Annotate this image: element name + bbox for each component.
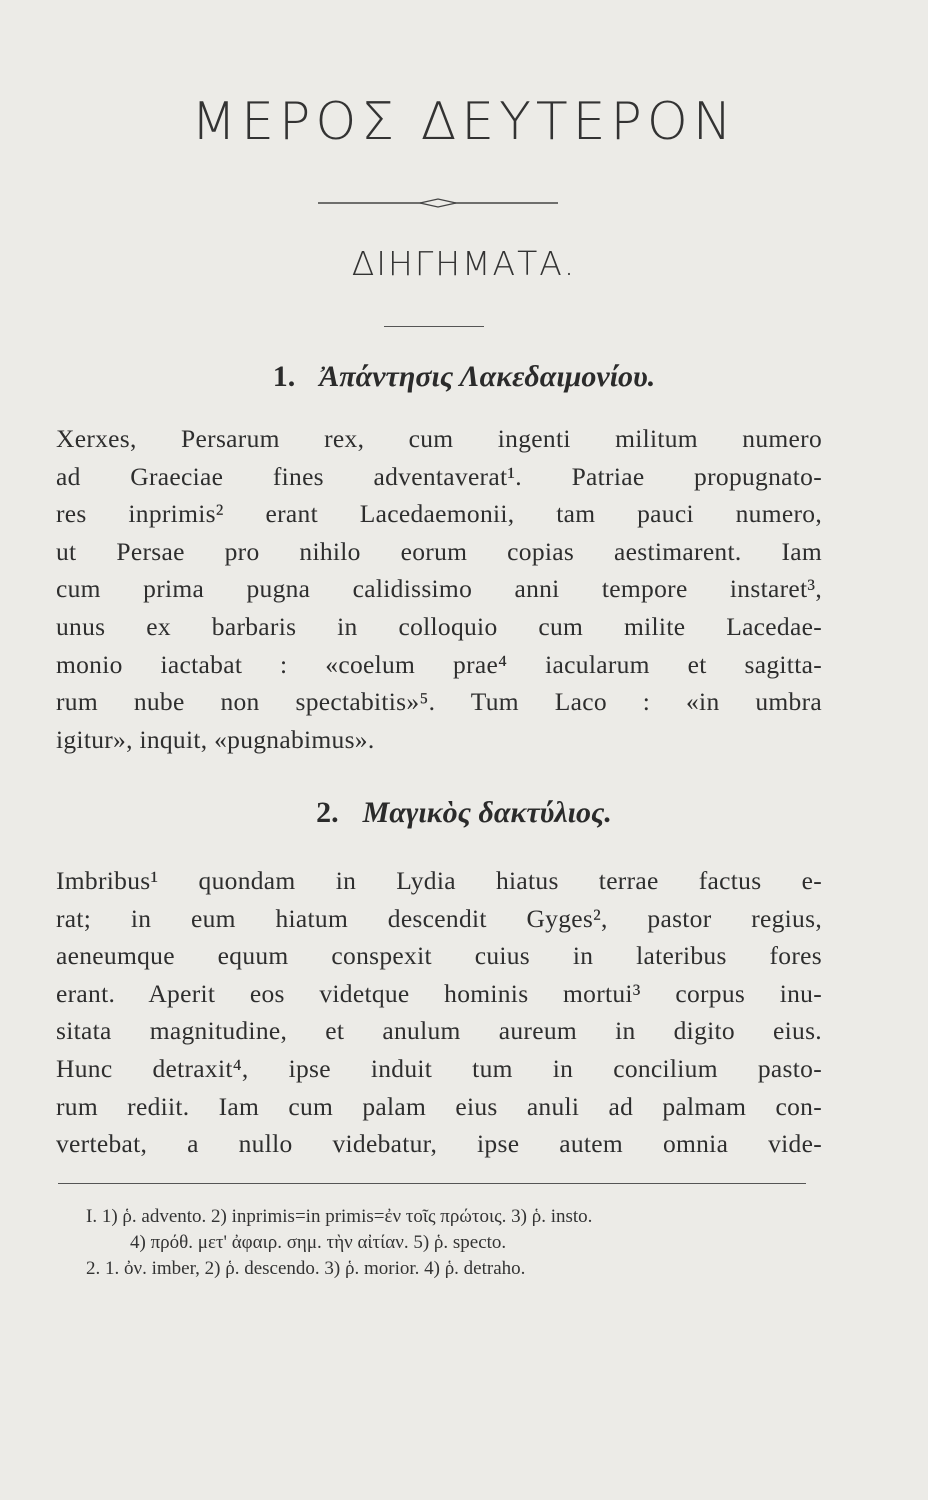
text-line: res inprimis² erant Lacedaemonii, tam pauci numero, <box>56 499 822 529</box>
section-text-2 <box>56 862 822 1163</box>
section-number: 1. <box>272 360 296 393</box>
text-line: rum rediit. Iam cum palam eius anuli ad palmam con- <box>56 1091 822 1121</box>
footnote-line: I. 1) ῥ. advento. 2) inprimis=in primis=ἐν τοῖς πρώτοις. 3) ῥ. insto. <box>86 1206 593 1227</box>
page-subtitle: ΔΙΗΓΗΜΑΤΑ. <box>351 244 577 283</box>
text-line: Xerxes, Persarum rex, cum ingenti militum numero <box>56 424 822 453</box>
text-line: monio iactabat : «coelum prae⁴ iacularum et sagitta- <box>56 649 822 679</box>
text-line: igitur», inquit, «pugnabimus». <box>56 724 375 754</box>
text-line: Hunc detraxit⁴, ipse induit tum in concilium pasto- <box>56 1053 822 1083</box>
footnote-line: 2. 1. ὀν. imber, 2) ῥ. descendo. 3) ῥ. morior. 4) ῥ. detraho. <box>86 1258 526 1279</box>
text-line: ut Persae pro nihilo eorum copias aestimarent. Iam <box>56 536 822 566</box>
text-line: ad Graeciae fines adventaverat¹. Patriae propugnato- <box>56 461 822 491</box>
ornament-divider-icon <box>318 196 558 210</box>
section-title: Μαγικὸς δακτύλιος. <box>362 796 612 829</box>
page-title: ΜΕΡΟΣ ΔΕΥΤΕΡΟΝ <box>191 92 737 152</box>
text-line: aeneumque equum conspexit cuius in lateribus fores <box>56 941 822 971</box>
footnotes <box>86 1204 846 1282</box>
text-line: rat; in eum hiatum descendit Gyges², pastor regius, <box>56 903 822 933</box>
text-line: cum prima pugna calidissimo anni tempore instaret³, <box>56 574 822 604</box>
text-line: vertebat, a nullo videbatur, ipse autem omnia vide- <box>56 1129 822 1159</box>
section-text-1 <box>56 420 822 758</box>
text-line: sitata magnitudine, et anulum aureum in digito eius. <box>56 1016 822 1046</box>
text-line: unus ex barbaris in colloquio cum milite Lacedae- <box>56 611 822 641</box>
section-title: Ἀπάντησις Λακεδαιμονίου. <box>319 360 656 393</box>
footnote-divider <box>58 1183 806 1184</box>
text-line: rum nube non spectabitis»⁵. Tum Laco : «in umbra <box>56 687 822 717</box>
text-line: erant. Aperit eos videtque hominis mortui³ corpus inu- <box>56 978 822 1008</box>
section-heading-1 <box>0 360 928 394</box>
footnote-line: 4) πρόθ. μετ' ἀφαιρ. σημ. τὴν αἰτίαν. 5) ῥ. specto. <box>130 1232 507 1253</box>
section-number: 2. <box>316 796 339 829</box>
section-heading-2 <box>0 796 928 830</box>
text-line: Imbribus¹ quondam in Lydia hiatus terrae factus e- <box>56 866 822 895</box>
divider <box>384 326 484 327</box>
